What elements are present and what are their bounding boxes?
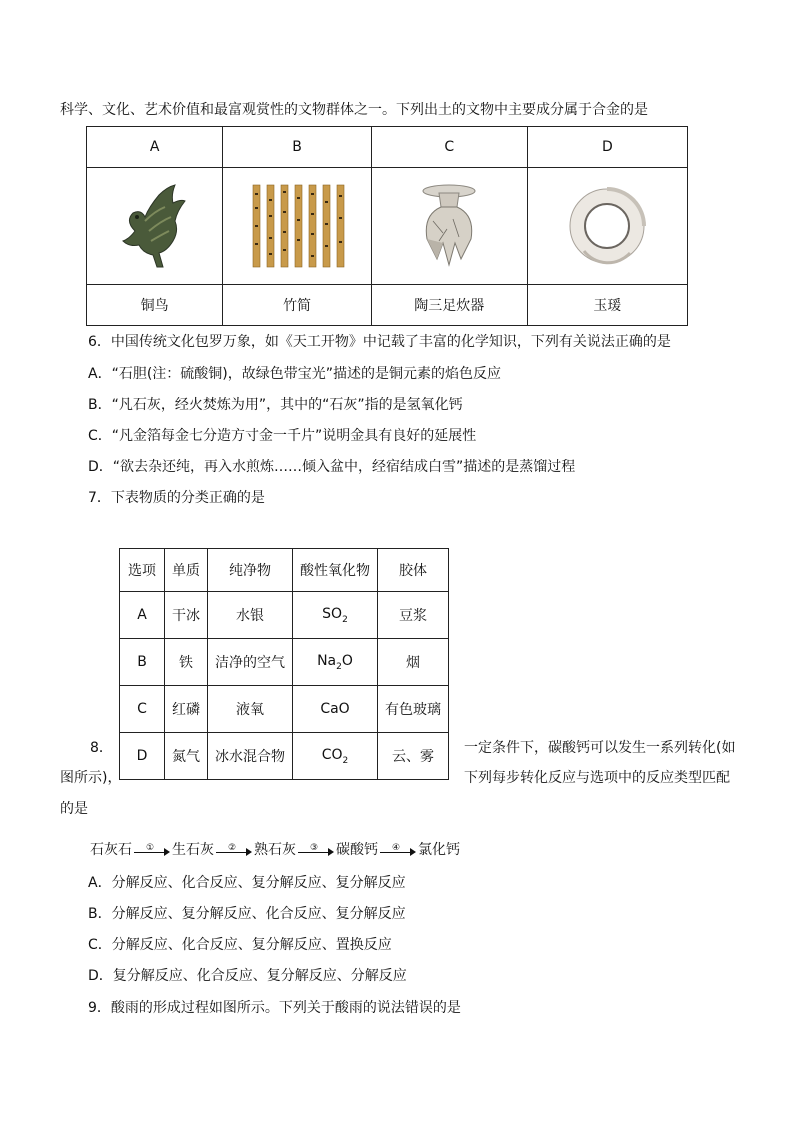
q7-cell: 液氧	[208, 686, 293, 733]
q5-header-a: A	[87, 127, 223, 168]
q5-caption-b: 竹简	[223, 285, 371, 326]
arrow-label: ③	[310, 843, 319, 853]
formula-co2: CO	[321, 746, 343, 763]
formula-na2o: Na	[317, 652, 337, 669]
q7-cell: $SO_2$	[293, 592, 378, 639]
q7-header-option: 选项	[120, 549, 165, 592]
q5-artifact-table	[86, 126, 688, 326]
q7-cell: 干冰	[165, 592, 208, 639]
q5-header-d: D	[527, 127, 687, 168]
q5-header-c: C	[371, 127, 527, 168]
bamboo-slips-image	[223, 168, 371, 285]
pottery-tripod-image	[371, 168, 527, 285]
q7-cell: 冰水混合物	[208, 733, 293, 780]
q8-right-line-2: 下列每步转化反应与选项中的反应类型匹配	[464, 770, 730, 786]
bronze-bird-image	[87, 168, 223, 285]
q8-option-b: B．分解反应、复分解反应、化合反应、复分解反应	[88, 906, 406, 922]
q7-cell: 红磷	[165, 686, 208, 733]
q8-left-line: 图所示)，	[60, 770, 122, 786]
q7-cell: 铁	[165, 639, 208, 686]
q9-stem: 9．酸雨的形成过程如图所示。下列关于酸雨的说法错误的是	[88, 1000, 461, 1016]
arrow-icon	[134, 842, 170, 858]
q7-cell: 云、雾	[378, 733, 449, 780]
q7-cell: 烟	[378, 639, 449, 686]
q7-header-element: 单质	[165, 549, 208, 592]
q7-header-pure: 纯净物	[208, 549, 293, 592]
sequence-item: 石灰石	[90, 842, 132, 858]
q6-option-a: A．“石胆(注：硫酸铜)，故绿色带宝光”描述的是铜元素的焰色反应	[88, 366, 502, 382]
arrow-label: ④	[392, 843, 401, 853]
q5-caption-a: 铜鸟	[87, 285, 223, 326]
arrow-icon	[216, 842, 252, 858]
q7-cell: $CO_2$	[293, 733, 378, 780]
q8-line-3: 的是	[60, 801, 88, 817]
q5-caption-d: 玉瑗	[527, 285, 687, 326]
q7-cell: CaO	[293, 686, 378, 733]
arrow-icon	[380, 842, 416, 858]
sequence-item: 熟石灰	[254, 842, 296, 858]
q7-cell: D	[120, 733, 165, 780]
q6-option-d: D．“欲去杂还纯，再入水煎炼……倾入盆中，经宿结成白雪”描述的是蒸馏过程	[88, 459, 576, 475]
q7-cell: 有色玻璃	[378, 686, 449, 733]
q6-option-c: C．“凡金箔每金七分造方寸金一千片”说明金具有良好的延展性	[88, 428, 477, 444]
arrow-label: ①	[146, 843, 155, 853]
arrow-icon	[298, 842, 334, 858]
q7-header-colloid: 胶体	[378, 549, 449, 592]
q7-cell: C	[120, 686, 165, 733]
q7-stem: 7．下表物质的分类正确的是	[88, 490, 265, 506]
q8-conversion-sequence	[90, 838, 460, 862]
q5-header-b: B	[223, 127, 371, 168]
q7-header-acidic-oxide: 酸性氧化物	[293, 549, 378, 592]
q7-cell: 水银	[208, 592, 293, 639]
sequence-item: 生石灰	[172, 842, 214, 858]
q7-cell: 豆浆	[378, 592, 449, 639]
q7-cell: 氮气	[165, 733, 208, 780]
q7-cell: A	[120, 592, 165, 639]
intro-line: 科学、文化、艺术价值和最富观赏性的文物群体之一。下列出土的文物中主要成分属于合金的是	[60, 102, 648, 118]
sequence-item: 碳酸钙	[336, 842, 378, 858]
q5-caption-c: 陶三足炊器	[371, 285, 527, 326]
q6-stem: 6．中国传统文化包罗万象，如《天工开物》中记载了丰富的化学知识，下列有关说法正确的是	[88, 334, 671, 350]
q8-option-a: A．分解反应、化合反应、复分解反应、复分解反应	[88, 875, 406, 891]
jade-ring-image	[527, 168, 687, 285]
q8-number: 8．	[90, 740, 113, 756]
arrow-label: ②	[228, 843, 237, 853]
q8-option-c: C．分解反应、化合反应、复分解反应、置换反应	[88, 937, 392, 953]
q7-classification-table	[119, 548, 449, 780]
q7-cell: B	[120, 639, 165, 686]
q6-option-b: B．“凡石灰，经火焚炼为用”，其中的“石灰”指的是氢氧化钙	[88, 397, 463, 413]
q8-right-line-1: 一定条件下，碳酸钙可以发生一系列转化(如	[464, 740, 736, 756]
formula-so2: SO	[322, 605, 343, 622]
q7-cell: $Na_2O$	[293, 639, 378, 686]
q8-option-d: D．复分解反应、化合反应、复分解反应、分解反应	[88, 968, 407, 984]
q7-cell: 洁净的空气	[208, 639, 293, 686]
sequence-item: 氯化钙	[418, 842, 460, 858]
